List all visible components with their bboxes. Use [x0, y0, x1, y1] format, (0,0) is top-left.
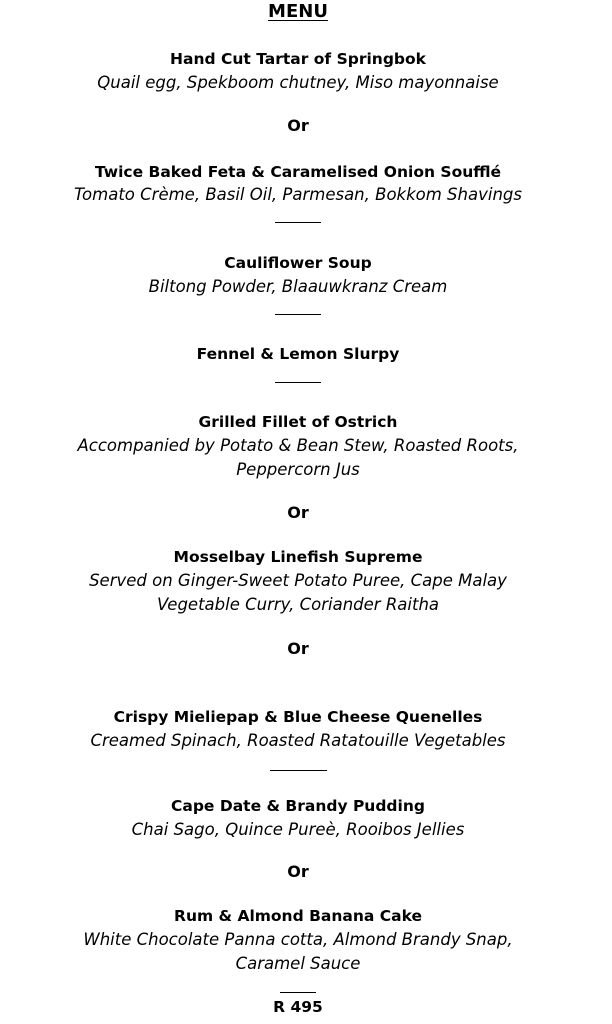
or-separator: Or [287, 862, 309, 881]
dish-description: White Chocolate Panna cotta, Almond Brandy Snap, [83, 930, 513, 949]
dish-description: Served on Ginger-Sweet Potato Puree, Cape Malay [89, 571, 507, 590]
dish-description: Creamed Spinach, Roasted Ratatouille Vegetables [90, 731, 506, 750]
or-separator: Or [287, 639, 309, 658]
dish-description: Biltong Powder, Blaauwkranz Cream [148, 277, 448, 296]
dish-name: Rum & Almond Banana Cake [174, 907, 422, 925]
dish-description: Quail egg, Spekboom chutney, Miso mayonnaise [97, 73, 499, 92]
dish-name: Twice Baked Feta & Caramelised Onion Soufflé [94, 163, 502, 181]
dish-name: Grilled Fillet of Ostrich [198, 413, 398, 431]
dish-description: Chai Sago, Quince Pureè, Rooibos Jellies [131, 820, 465, 839]
dish-name: Cauliflower Soup [224, 254, 372, 272]
dish-name: Crispy Mieliepap & Blue Cheese Quenelles [113, 708, 483, 726]
menu-title: MENU [268, 1, 328, 22]
dish-description: Accompanied by Potato & Bean Stew, Roasted Roots, [77, 436, 519, 455]
dish-name: Mosselbay Linefish Supreme [173, 548, 423, 566]
dish-description: Peppercorn Jus [236, 460, 360, 479]
dish-name: Fennel & Lemon Slurpy [196, 345, 400, 363]
course-divider [275, 222, 321, 223]
dish-name: Cape Date & Brandy Pudding [171, 797, 425, 815]
price-divider [280, 992, 316, 993]
course-divider [275, 382, 321, 383]
course-divider [275, 314, 321, 315]
dish-description: Caramel Sauce [235, 954, 361, 973]
dish-description: Tomato Crème, Basil Oil, Parmesan, Bokkom Shavings [74, 185, 522, 204]
course-divider [270, 770, 327, 771]
dish-description: Vegetable Curry, Coriander Raitha [156, 595, 440, 614]
dish-name: Hand Cut Tartar of Springbok [170, 50, 426, 68]
or-separator: Or [287, 116, 309, 135]
menu-price: R 495 [273, 998, 323, 1016]
or-separator: Or [287, 503, 309, 522]
